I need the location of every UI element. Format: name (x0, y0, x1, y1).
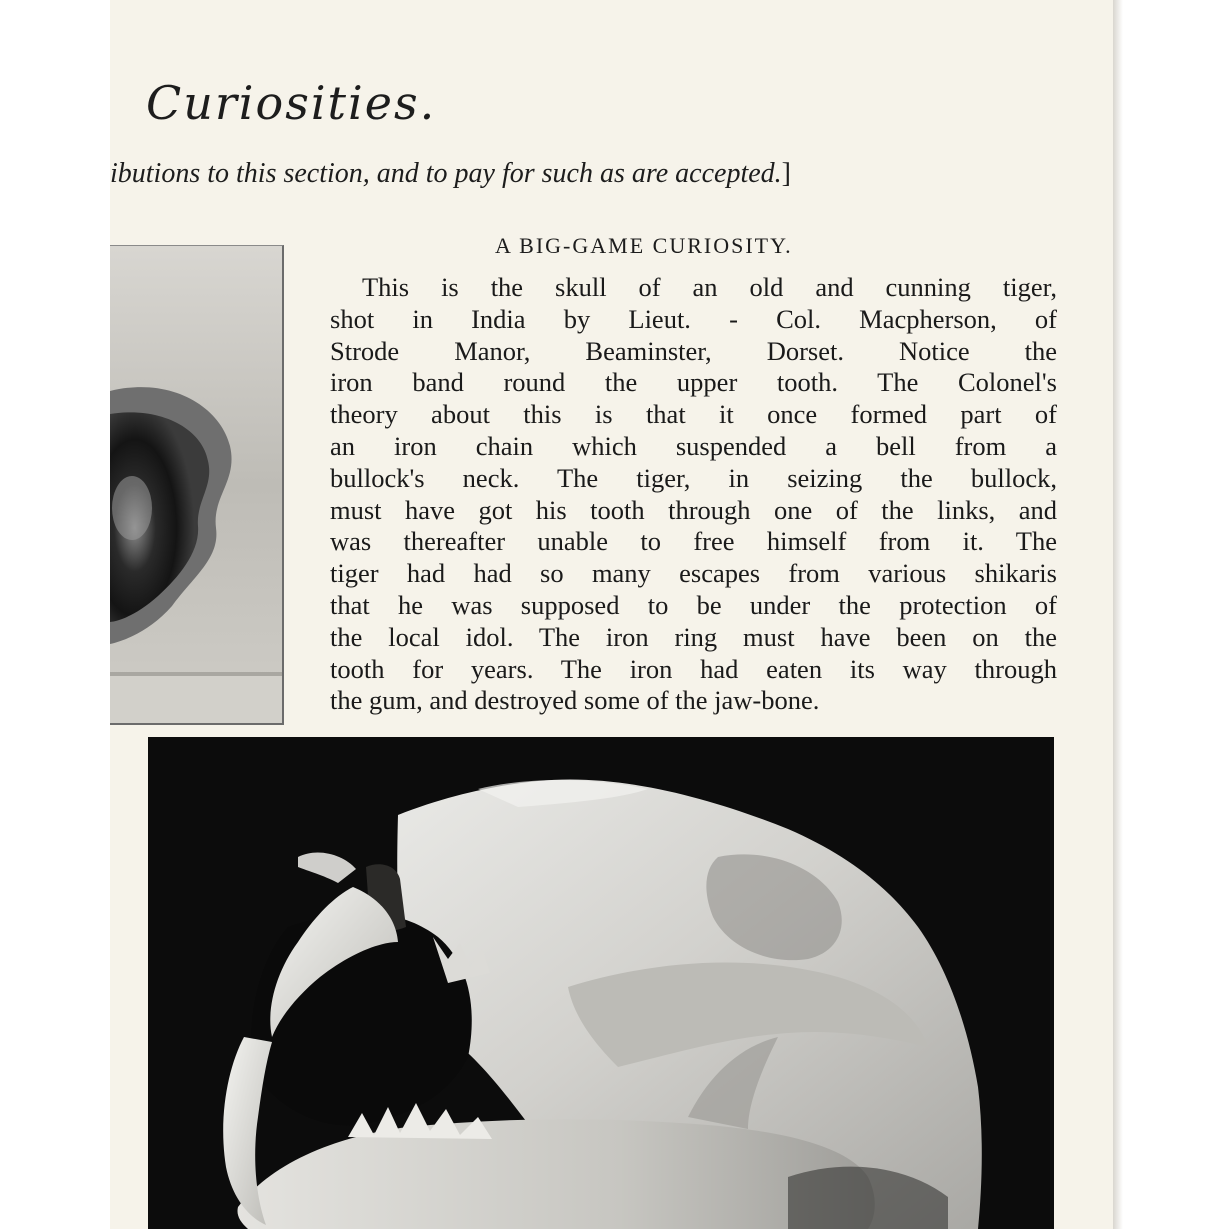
article-body (330, 272, 1057, 717)
article-line: tiger had had so many escapes from various shikaris (330, 558, 1057, 589)
tiger-skull-photograph (148, 737, 1054, 1229)
article-line: Strode Manor, Beaminster, Dorset. Notice the (330, 335, 1057, 366)
notice-close-bracket: ] (781, 158, 791, 189)
article-line: This is the skull of an old and cunning tiger, (362, 272, 1057, 302)
article-line: shot in India by Lieut. - Col. Macpherson, of (330, 303, 1057, 334)
article-line: that he was supposed to be under the protection of (330, 589, 1057, 620)
left-photo-image (110, 246, 282, 723)
article-line: the local idol. The iron ring must have been on the (330, 621, 1057, 652)
left-photograph (110, 245, 284, 725)
page-edge-shadow (1113, 0, 1123, 1229)
tiger-skull-image (148, 737, 1054, 1229)
article-line: must have got his tooth through one of the links, and (330, 494, 1057, 525)
article-line: the gum, and destroyed some of the jaw-bone. (330, 685, 820, 716)
article-line: bullock's neck. The tiger, in seizing the bullock, (330, 462, 1057, 493)
article-line: was thereafter unable to free himself from it. The (330, 526, 1057, 557)
article-heading: A BIG-GAME CURIOSITY. (495, 233, 793, 258)
article-line: an iron chain which suspended a bell from a (330, 430, 1057, 461)
contributions-notice (110, 158, 1110, 190)
article-line: iron band round the upper tooth. The Colonel's (330, 367, 1057, 398)
article-line: theory about this is that it once formed part of (330, 399, 1057, 430)
notice-text: ibutions to this section, and to pay for such as are accepted. (110, 158, 782, 189)
section-title: Curiosities. (146, 76, 437, 130)
article-line: tooth for years. The iron had eaten its way through (330, 653, 1057, 684)
